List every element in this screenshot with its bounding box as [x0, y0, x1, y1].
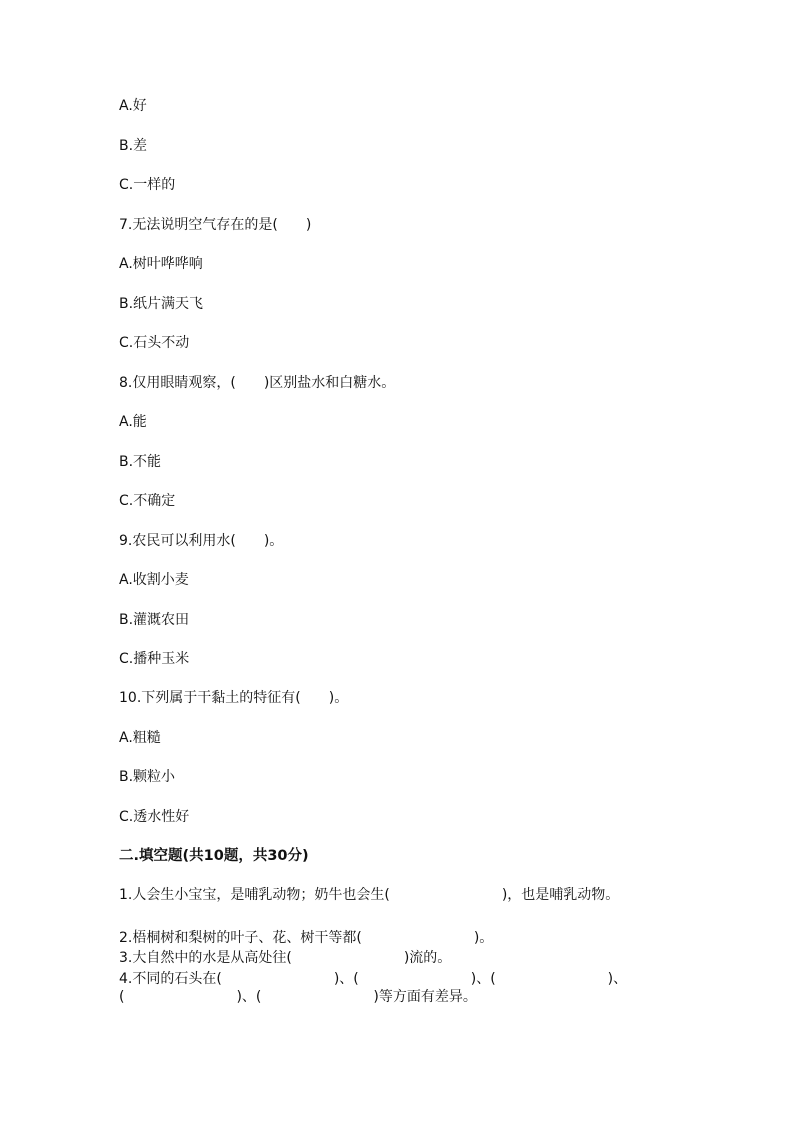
q8-option-a: A.能: [119, 414, 147, 430]
fill-item-1: 1.人会生小宝宝，是哺乳动物；奶牛也会生( )，也是哺乳动物。: [119, 887, 620, 903]
q8-option-c: C.不确定: [119, 493, 176, 509]
q6-option-a: A.好: [119, 98, 147, 114]
q7-option-a: A.树叶哗哗响: [119, 256, 203, 272]
section-title-fill-in: 二.填空题(共10题，共30分): [119, 848, 309, 864]
q10-option-c: C.透水性好: [119, 809, 190, 825]
fill-item-4: 4.不同的石头在( )、( )、( )、( )、( )等方面有差异。: [119, 971, 628, 1005]
q7-stem: 7.无法说明空气存在的是( ): [119, 217, 312, 233]
q9-option-a: A.收割小麦: [119, 572, 189, 588]
q6-option-c: C.一样的: [119, 177, 176, 193]
q7-option-b: B.纸片满天飞: [119, 296, 204, 312]
q10-stem: 10.下列属于干黏土的特征有( )。: [119, 690, 349, 706]
q10-option-b: B.颗粒小: [119, 769, 176, 785]
q10-option-a: A.粗糙: [119, 730, 161, 746]
q8-option-b: B.不能: [119, 454, 162, 470]
fill-item-2: 2.梧桐树和梨树的叶子、花、树干等都( )。: [119, 930, 494, 946]
q9-stem: 9.农民可以利用水( )。: [119, 533, 284, 549]
fill-item-3: 3.大自然中的水是从高处往( )流的。: [119, 950, 452, 966]
q6-option-b: B.差: [119, 138, 148, 154]
q9-option-c: C.播种玉米: [119, 651, 190, 667]
q9-option-b: B.灌溉农田: [119, 612, 190, 628]
q7-option-c: C.石头不动: [119, 335, 190, 351]
q8-stem: 8.仅用眼睛观察，( )区别盐水和白糖水。: [119, 375, 396, 391]
